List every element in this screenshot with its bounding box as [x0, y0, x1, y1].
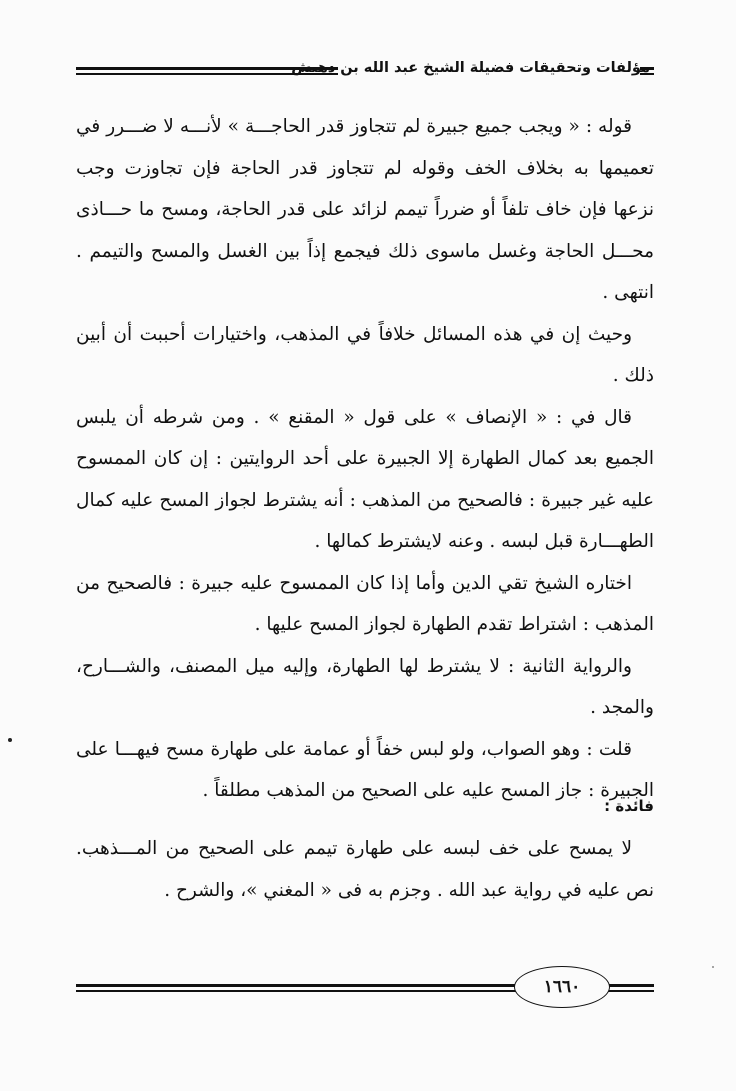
main-text	[76, 106, 654, 812]
paragraph: اختاره الشيخ تقي الدين وأما إذا كان الممسوح عليه جبيرة : فالصحيح من المذهب : اشتراط تقدم الطهارة لجواز المسح عليها .	[76, 572, 654, 635]
paragraph: والرواية الثانية : لا يشترط لها الطهارة، وإليه ميل المصنف، والشـــارح، والمجد .	[76, 655, 654, 718]
footer-rule	[76, 990, 522, 992]
paragraph: قلت : وهو الصواب، ولو لبس خفاً أو عمامة على طهارة مسح فيهـــا على الجبيرة : جاز المسح عليه على الصحيح من المذهب مطلقاً .	[76, 738, 654, 801]
paragraph: وحيث إن في هذه المسائل خلافاً في المذهب، واختيارات أحببت أن أبين ذلك .	[76, 323, 654, 386]
paragraph: قال في : « الإنصاف » على قول « المقنع » . ومن شرطه أن يلبس الجميع بعد كمال الطهارة إلا الجبيرة على أحد الروايتين : إن كان الممسوح عليه غير جبيرة : فالصحيح من المذهب : أنه يشترط لجواز المسح عليه كمال الطهـــارة قبل لبسه . وعنه لايشترط كمالها .	[76, 406, 654, 552]
margin-dot	[712, 966, 714, 968]
note-heading: فائدة :	[604, 797, 654, 815]
running-header-title: مؤلفات وتحقيقات فضيلة الشيخ عبد الله بن دهيش	[291, 60, 650, 76]
margin-dot	[8, 738, 12, 742]
note-text	[76, 828, 654, 911]
page-number: ١٦٦٠	[514, 966, 610, 1008]
paragraph: قوله : « ويجب جميع جبيرة لم تتجاوز قدر الحاجـــة » لأنـــه لا ضـــرر في تعميمها به بخلاف الخف وقوله لم تتجاوز قدر الحاجة فإن تجاوزت وجب نزعها فإن خاف تلفاً أو ضرراً تيمم لزائد على قدر الحاجة، ومسح ما حـــاذى محـــل الحاجة وغسل ماسوى ذلك فيجمع إذاً بين الغسل والمسح والتيمم . انتهى .	[76, 116, 654, 303]
footer-rule	[76, 984, 522, 987]
paragraph: لا يمسح على خف لبسه على طهارة تيمم على الصحيح من المـــذهب. نص عليه في رواية عبد الله . وجزم به فى « المغني »، والشرح .	[76, 838, 654, 901]
